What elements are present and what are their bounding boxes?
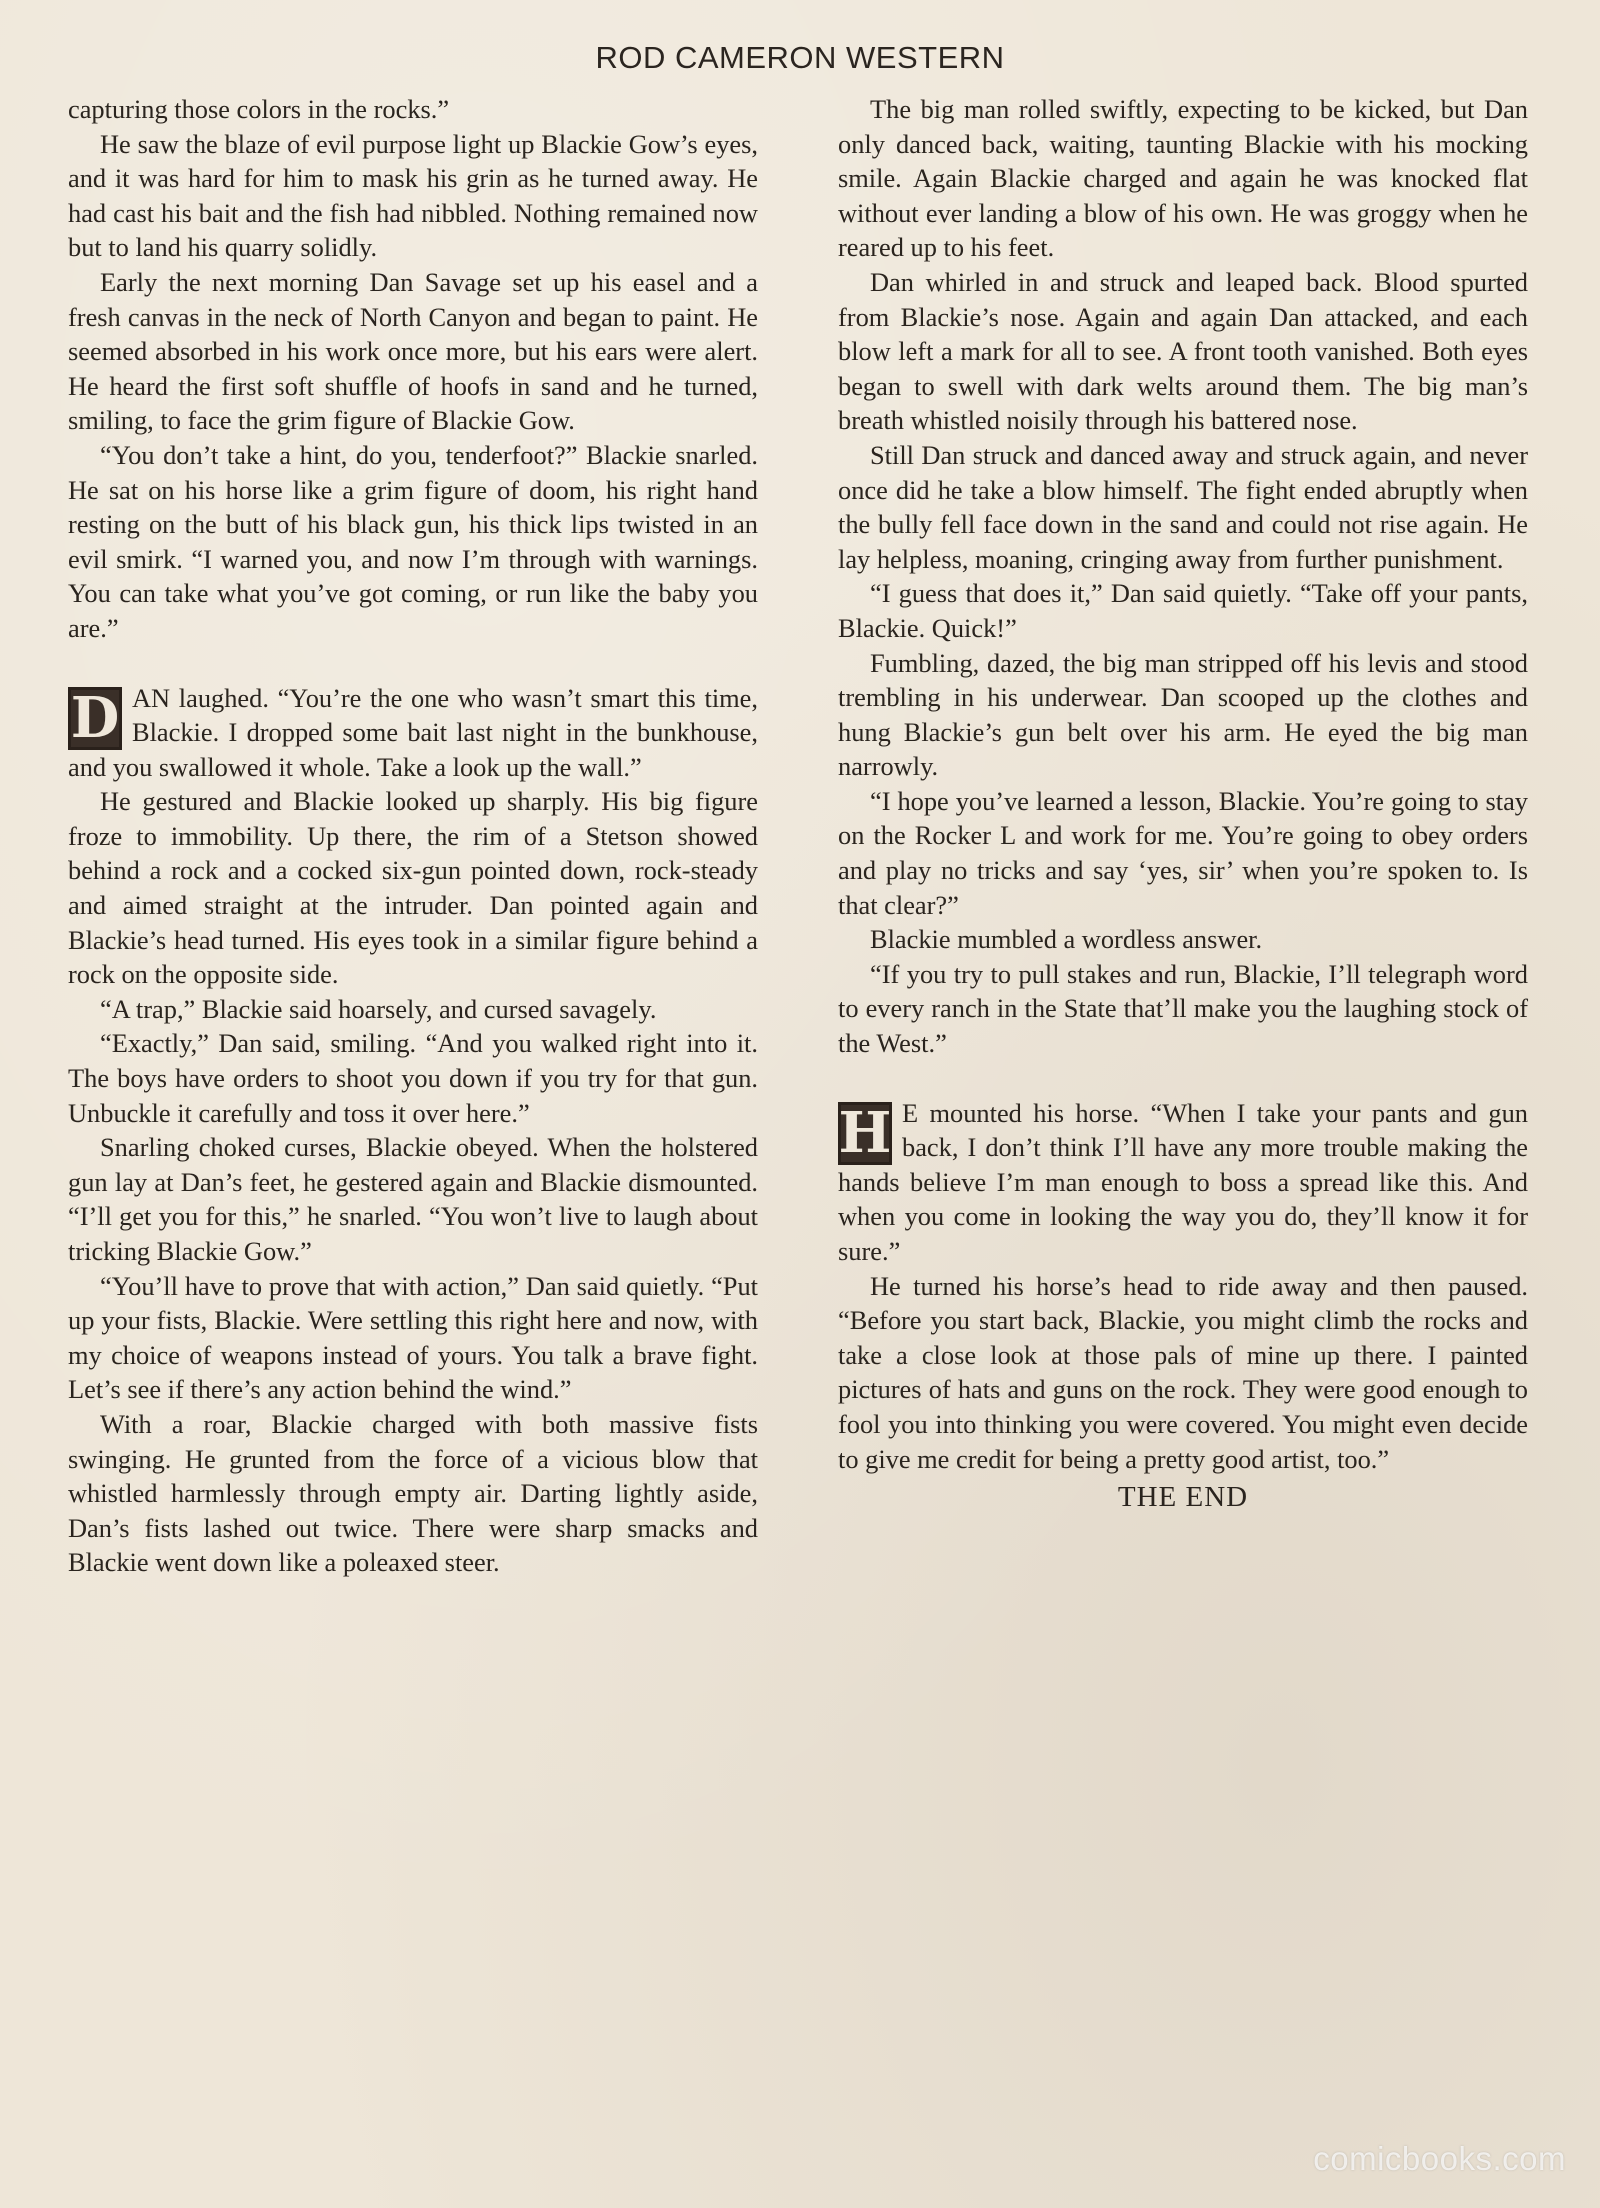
paragraph: “I guess that does it,” Dan said quietly. “Take off your pants, Blackie. Quick!” [838,578,1528,643]
paragraph: “Exactly,” Dan said, smiling. “And you walked right into it. The boys have orders to shoot you down if you try for that gun. Unbuckle it carefully and toss it over here.” [68,1028,758,1128]
dropcap-paragraph [838,1096,1528,1269]
paragraph: Fumbling, dazed, the big man stripped off his levis and stood trembling in his underwear. Dan scooped up the clothes and hung Blackie’s gun belt over his arm. He eyed the big man narrowly. [838,647,1528,782]
paragraph: Early the next morning Dan Savage set up his easel and a fresh canvas in the neck of North Canyon and began to paint. He seemed absorbed in his work once more, but his ears were alert. He heard the first soft shuffle of hoofs in sand and he turned, smiling, to face the grim figure of Blackie Gow. [68,266,758,436]
paragraph: He turned his horse’s head to ride away and then paused. “Before you start back, Blackie, you might climb the rocks and take a close look at those pals of mine up there. I painted pictures of hats and guns on the rock. They were good enough to fool you into thinking you were covered. You might even decide to give me credit for being a pretty good artist, too.” [838,1270,1528,1474]
paragraph: “You’ll have to prove that with action,” Dan said quietly. “Put up your fists, Blackie. Were settling this right here and now, with my choice of weapons instead of yours. You talk a brave fight. Let’s see if there’s any action behind the wind.” [68,1270,758,1405]
watermark: comicbooks.com [1313,2140,1566,2177]
paragraph: “You don’t take a hint, do you, tenderfoot?” Blackie snarled. He sat on his horse like a grim figure of doom, his right hand resting on the butt of his black gun, his thick lips twisted in an evil smirk. “I warned you, and now I’m through with warnings. You can take what you’ve got coming, or run like the baby you are.” [68,439,758,643]
dropcap-text: AN laughed. “You’re the one who wasn’t smart this time, Blackie. I dropped some bait last night in the bunkhouse, and you swallowed it whole. Take a look up the wall.” [68,682,758,782]
dropcap-paragraph [68,681,758,785]
dropcap-letter: D [68,687,122,750]
paragraph: “A trap,” Blackie said hoarsely, and cursed savagely. [100,993,657,1024]
running-head: ROD CAMERON WESTERN [595,40,1005,75]
paragraph: Dan whirled in and struck and leaped back. Blood spurted from Blackie’s nose. Again and again Dan attacked, and each blow left a mark for all to see. A front tooth vanished. Both eyes began to swell with dark welts around them. The big man’s breath whistled noisily through his battered nose. [838,266,1528,436]
paragraph: Snarling choked curses, Blackie obeyed. When the holstered gun lay at Dan’s feet, he gestered again and Blackie dismounted. “I’ll get you for this,” he snarled. “You won’t live to laugh about tricking Blackie Gow.” [68,1132,758,1266]
paragraph: “I hope you’ve learned a lesson, Blackie. You’re going to stay on the Rocker L and work for me. You’re going to obey orders and play no tricks and say ‘yes, sir’ when you’re spoken to. Is that clear?” [838,785,1528,920]
paragraph: He saw the blaze of evil purpose light up Blackie Gow’s eyes, and it was hard for him to mask his grin as he turned away. He had cast his bait and the fish had nibbled. Nothing remained now but to land his quarry solidly. [68,128,758,263]
right-column [838,92,1528,1515]
left-column [68,92,758,1580]
paragraph: capturing those colors in the rocks.” [68,94,450,124]
dropcap-letter: H [838,1099,892,1166]
paragraph: He gestured and Blackie looked up sharply. His big figure froze to immobility. Up there, the rim of a Stetson showed behind a rock and a cocked six-gun pointed down, rock-steady and aimed straight at the intruder. Dan pointed again and Blackie’s head turned. His eyes took in a similar figure behind a rock on the opposite side. [68,786,758,990]
paragraph: Blackie mumbled a wordless answer. [870,924,1263,955]
paragraph: The big man rolled swiftly, expecting to be kicked, but Dan only danced back, waiting, taunting Blackie with his mocking smile. Again Blackie charged and again he was knocked flat without ever landing a blow of his own. He was groggy when he reared up to his feet. [838,94,1528,263]
paragraph: “If you try to pull stakes and run, Blackie, I’ll telegraph word to every ranch in the State that’ll make you the laughing stock of the West.” [838,958,1528,1059]
paragraph: With a roar, Blackie charged with both massive fists swinging. He grunted from the force of a vicious blow that whistled harmlessly through empty air. Darting lightly aside, Dan’s fists lashed out twice. There were sharp smacks and Blackie went down like a poleaxed steer. [68,1408,758,1578]
the-end-label: THE END [1117,1481,1249,1514]
paragraph: Still Dan struck and danced away and struck again, and never once did he take a blow himself. The fight ended abruptly when the bully fell face down in the sand and could not rise again. He lay helpless, moaning, cringing away from further punishment. [838,439,1528,574]
dropcap-text: E mounted his horse. “When I take your pants and gun back, I don’t think I’ll have any more trouble making the hands believe I’m man enough to boss a spread like this. And when you come in looking the way you do, they’ll know it for sure.” [838,1097,1528,1266]
